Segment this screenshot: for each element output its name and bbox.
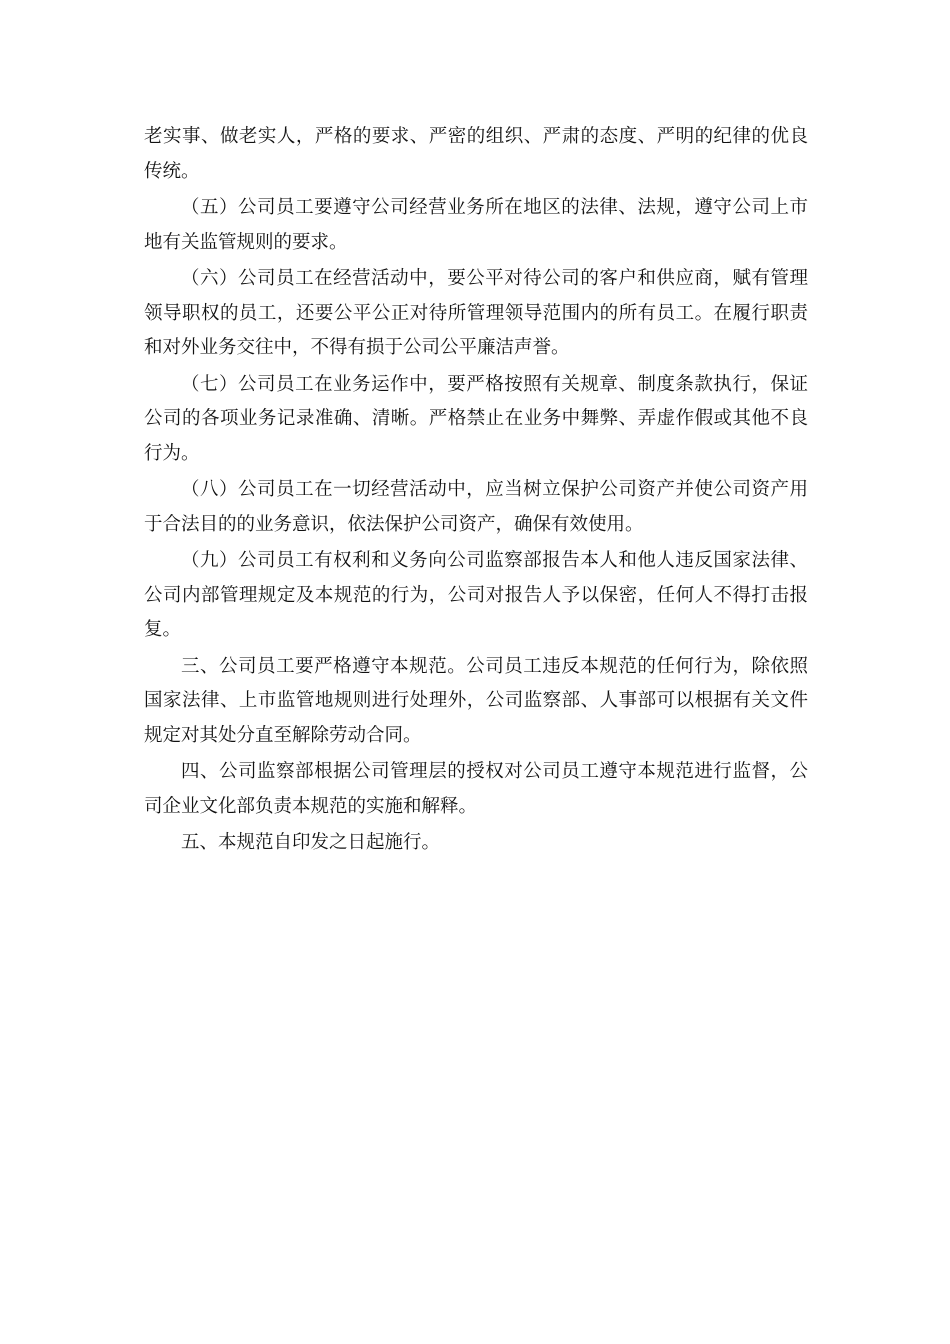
paragraph-item-5: （五）公司员工要遵守公司经营业务所在地区的法律、法规，遵守公司上市地有关监管规则的要求。 (144, 197, 808, 253)
paragraph-item-8: （八）公司员工在一切经营活动中，应当树立保护公司资产并使公司资产用于合法目的的业务意识，依法保护公司资产，确保有效使用。 (144, 479, 808, 535)
paragraph-continued: 老实事、做老实人，严格的要求、严密的组织、严肃的态度、严明的纪律的优良传统。 (144, 126, 808, 182)
document-body (144, 120, 808, 863)
paragraph-section-4: 四、公司监察部根据公司管理层的授权对公司员工遵守本规范进行监督，公司企业文化部负责本规范的实施和解释。 (144, 761, 808, 817)
paragraph-section-3: 三、公司员工要严格遵守本规范。公司员工违反本规范的任何行为，除依照国家法律、上市监管地规则进行处理外，公司监察部、人事部可以根据有关文件规定对其处分直至解除劳动合同。 (144, 655, 808, 746)
paragraph-item-7: （七）公司员工在业务运作中，要严格按照有关规章、制度条款执行，保证公司的各项业务记录准确、清晰。严格禁止在业务中舞弊、弄虚作假或其他不良行为。 (144, 373, 808, 464)
paragraph-item-9: （九）公司员工有权利和义务向公司监察部报告本人和他人违反国家法律、公司内部管理规定及本规范的行为，公司对报告人予以保密，任何人不得打击报复。 (144, 550, 808, 640)
paragraph-item-6: （六）公司员工在经营活动中，要公平对待公司的客户和供应商，赋有管理领导职权的员工，还要公平公正对待所管理领导范围内的所有员工。在履行职责和对外业务交往中，不得有损于公司公平廉洁声誉。 (144, 268, 808, 358)
paragraph-section-5: 五、本规范自印发之日起施行。 (181, 832, 441, 853)
